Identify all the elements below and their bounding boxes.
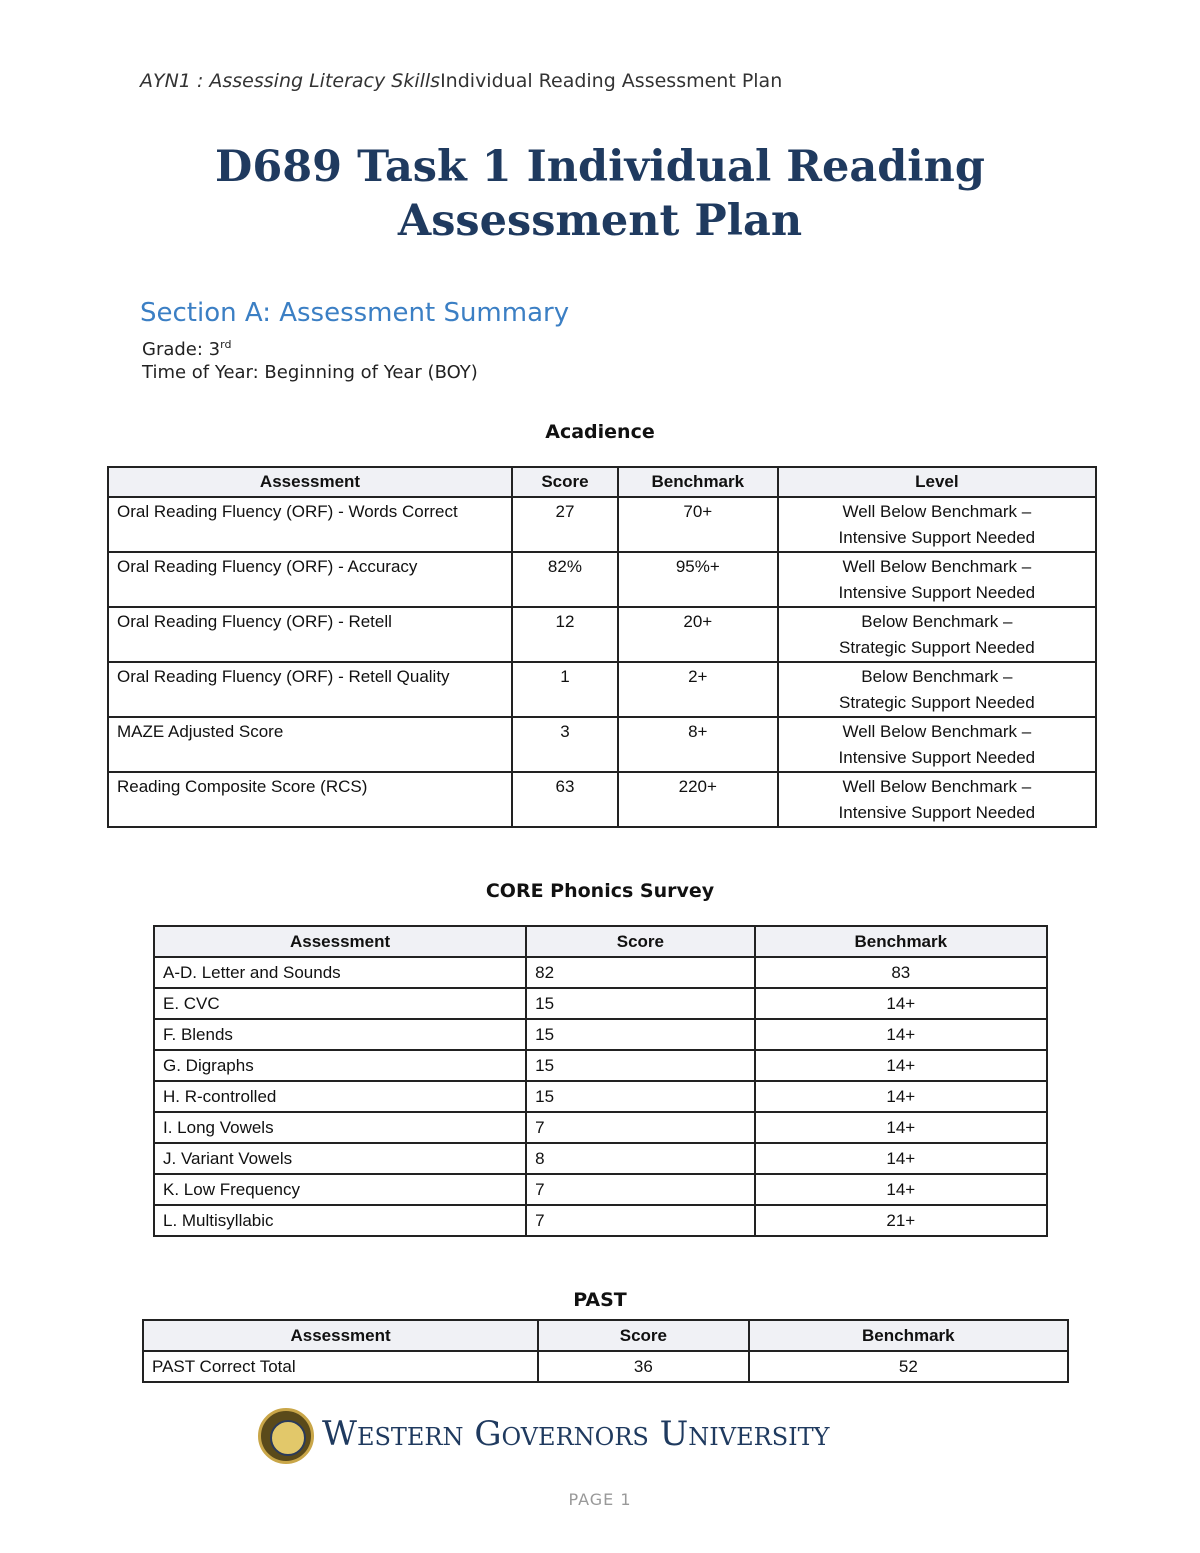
table-row	[108, 497, 1096, 552]
cell-benchmark: 21+	[755, 1205, 1047, 1236]
past-table	[142, 1319, 1069, 1383]
table-row	[108, 772, 1096, 827]
level-line-2: Strategic Support Needed	[839, 693, 1035, 712]
cell-assessment: G. Digraphs	[154, 1050, 526, 1081]
document-title	[0, 140, 1200, 248]
table-row	[154, 1081, 1047, 1112]
cell-benchmark: 14+	[755, 1050, 1047, 1081]
cell-score: 63	[512, 772, 618, 827]
level-line-2: Intensive Support Needed	[838, 748, 1036, 767]
cell-score: 1	[512, 662, 618, 717]
table-row	[154, 988, 1047, 1019]
cell-score: 12	[512, 607, 618, 662]
col-header: Score	[526, 926, 754, 957]
table-row	[143, 1351, 1068, 1382]
time-of-year: Time of Year: Beginning of Year (BOY)	[142, 362, 478, 383]
cell-score: 3	[512, 717, 618, 772]
title-line-2: Assessment Plan	[397, 196, 803, 246]
col-header: Score	[512, 467, 618, 497]
wgu-seal-icon	[258, 1408, 314, 1464]
wgu-logo	[258, 1408, 918, 1468]
acadience-caption: Acadience	[545, 421, 655, 443]
level-line-1: Well Below Benchmark –	[842, 777, 1032, 796]
title-line-1: D689 Task 1 Individual Reading	[215, 142, 985, 192]
section-heading: Section A: Assessment Summary	[140, 298, 570, 328]
cell-score: 15	[526, 1081, 754, 1112]
cell-level	[778, 717, 1096, 772]
table-row	[108, 607, 1096, 662]
cell-score: 27	[512, 497, 618, 552]
cell-benchmark: 14+	[755, 1112, 1047, 1143]
cell-assessment: J. Variant Vowels	[154, 1143, 526, 1174]
grade-line	[142, 338, 231, 360]
cell-score: 7	[526, 1174, 754, 1205]
col-header: Assessment	[154, 926, 526, 957]
level-line-1: Well Below Benchmark –	[842, 557, 1032, 576]
grade-sup: rd	[220, 338, 232, 351]
cell-assessment: Oral Reading Fluency (ORF) - Retell	[108, 607, 512, 662]
cell-level	[778, 607, 1096, 662]
level-line-2: Intensive Support Needed	[838, 583, 1036, 602]
cell-benchmark: 20+	[618, 607, 778, 662]
table-row	[154, 1205, 1047, 1236]
cell-benchmark: 220+	[618, 772, 778, 827]
level-line-1: Below Benchmark –	[861, 667, 1013, 686]
cell-benchmark: 14+	[755, 1174, 1047, 1205]
cell-score: 82%	[512, 552, 618, 607]
table-row	[108, 552, 1096, 607]
acadience-table	[107, 466, 1097, 828]
cell-benchmark: 14+	[755, 1081, 1047, 1112]
cell-assessment: Reading Composite Score (RCS)	[108, 772, 512, 827]
cell-level	[778, 662, 1096, 717]
cell-score: 7	[526, 1205, 754, 1236]
cell-assessment: MAZE Adjusted Score	[108, 717, 512, 772]
cell-benchmark: 14+	[755, 1019, 1047, 1050]
cell-benchmark: 95%+	[618, 552, 778, 607]
level-line-2: Intensive Support Needed	[838, 803, 1036, 822]
header-course: AYN1 : Assessing Literacy Skills	[140, 70, 441, 92]
past-caption: PAST	[573, 1289, 627, 1311]
col-header: Score	[538, 1320, 749, 1351]
col-header: Assessment	[143, 1320, 538, 1351]
table-row	[154, 1019, 1047, 1050]
page-number: PAGE 1	[568, 1490, 632, 1509]
cell-benchmark: 83	[755, 957, 1047, 988]
table-row	[154, 1112, 1047, 1143]
col-header: Level	[778, 467, 1096, 497]
table-header-row	[143, 1320, 1068, 1351]
cell-benchmark: 14+	[755, 1143, 1047, 1174]
cell-assessment: K. Low Frequency	[154, 1174, 526, 1205]
table-row	[154, 1050, 1047, 1081]
col-header: Assessment	[108, 467, 512, 497]
cell-assessment: Oral Reading Fluency (ORF) - Retell Quality	[108, 662, 512, 717]
table-row	[108, 717, 1096, 772]
level-line-1: Below Benchmark –	[861, 612, 1013, 631]
cell-score: 36	[538, 1351, 749, 1382]
cell-assessment: L. Multisyllabic	[154, 1205, 526, 1236]
cell-assessment: A-D. Letter and Sounds	[154, 957, 526, 988]
cell-score: 8	[526, 1143, 754, 1174]
cell-score: 82	[526, 957, 754, 988]
cell-benchmark: 52	[749, 1351, 1068, 1382]
cell-level	[778, 552, 1096, 607]
col-header: Benchmark	[618, 467, 778, 497]
cell-assessment: Oral Reading Fluency (ORF) - Accuracy	[108, 552, 512, 607]
level-line-2: Intensive Support Needed	[838, 528, 1036, 547]
cell-benchmark: 8+	[618, 717, 778, 772]
cell-assessment: F. Blends	[154, 1019, 526, 1050]
cell-score: 15	[526, 1019, 754, 1050]
cell-assessment: PAST Correct Total	[143, 1351, 538, 1382]
table-header-row	[108, 467, 1096, 497]
table-row	[108, 662, 1096, 717]
cell-score: 15	[526, 988, 754, 1019]
cell-level	[778, 497, 1096, 552]
col-header: Benchmark	[755, 926, 1047, 957]
cell-assessment: Oral Reading Fluency (ORF) - Words Correct	[108, 497, 512, 552]
cell-assessment: H. R-controlled	[154, 1081, 526, 1112]
col-header: Benchmark	[749, 1320, 1068, 1351]
cell-score: 15	[526, 1050, 754, 1081]
table-row	[154, 1174, 1047, 1205]
cell-benchmark: 70+	[618, 497, 778, 552]
cell-benchmark: 14+	[755, 988, 1047, 1019]
level-line-1: Well Below Benchmark –	[842, 722, 1032, 741]
cell-assessment: E. CVC	[154, 988, 526, 1019]
wgu-wordmark: Western Governors University	[322, 1414, 830, 1454]
cell-benchmark: 2+	[618, 662, 778, 717]
grade-label: Grade: 3	[142, 339, 221, 360]
cell-assessment: I. Long Vowels	[154, 1112, 526, 1143]
cell-score: 7	[526, 1112, 754, 1143]
table-header-row	[154, 926, 1047, 957]
level-line-1: Well Below Benchmark –	[842, 502, 1032, 521]
core-phonics-table	[153, 925, 1048, 1237]
core-caption: CORE Phonics Survey	[485, 880, 715, 902]
header-doc: Individual Reading Assessment Plan	[440, 70, 783, 92]
table-row	[154, 957, 1047, 988]
running-header	[140, 70, 782, 92]
cell-level	[778, 772, 1096, 827]
table-row	[154, 1143, 1047, 1174]
level-line-2: Strategic Support Needed	[839, 638, 1035, 657]
